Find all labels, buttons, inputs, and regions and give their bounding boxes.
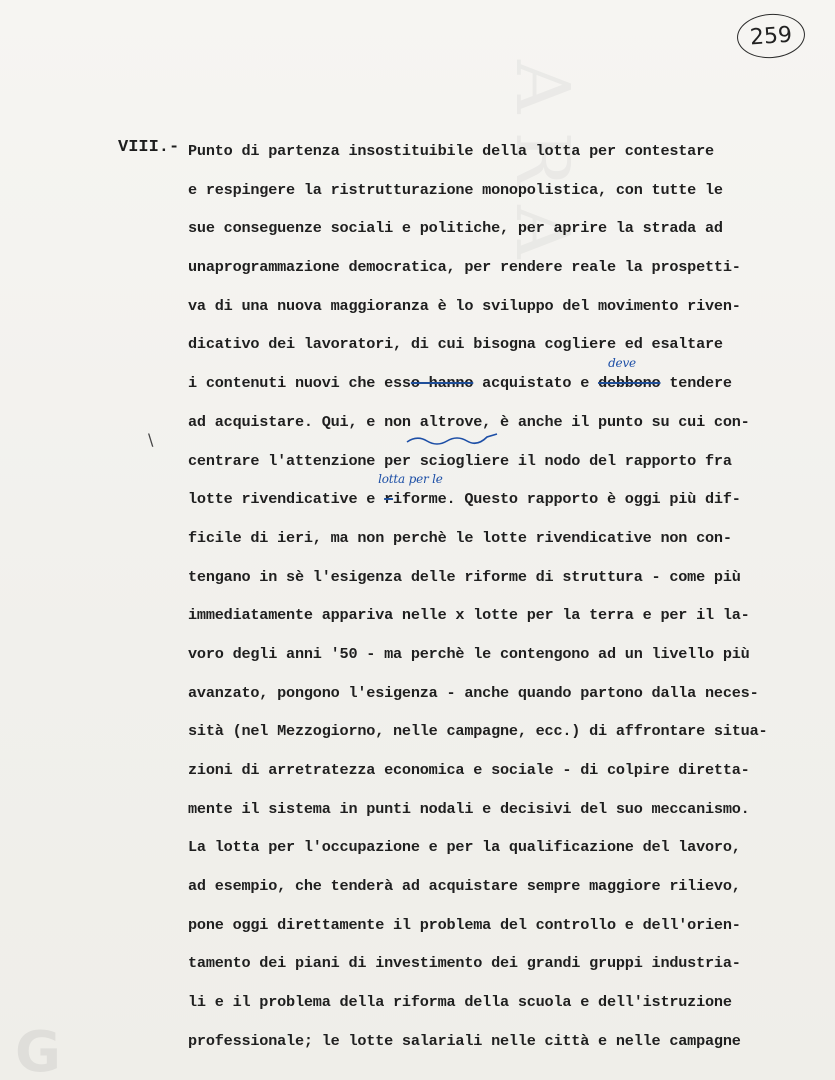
text-line: ad esempio, che tenderà ad acquistare sempre maggiore rilievo, (188, 877, 741, 896)
struck-text: o hanno (410, 374, 474, 393)
handwritten-insertion: deve (608, 356, 636, 371)
text-line: sità (nel Mezzogiorno, nelle campagne, ecc.) di affrontare situa- (188, 722, 768, 741)
text-line: zioni di arretratezza economica e sociale - di colpire diretta- (188, 761, 750, 779)
text-line: va di una nuova maggioranza è lo sviluppo del movimento riven- (188, 296, 741, 315)
text-line: sue conseguenze sociali e politiche, per aprire la strada ad (188, 219, 723, 238)
text-line: voro degli anni '50 - ma perchè le contengono ad un livello più (188, 644, 750, 663)
text-line: pone oggi direttamente il problema del controllo e dell'orien- (188, 915, 741, 934)
text-line-with-correction: lotte rivendicative e lotta per le riforme. Questo rapporto è oggi più dif- (188, 486, 818, 525)
text-line: tamento dei piani di investimento dei grandi gruppi industria- (188, 954, 741, 973)
watermark: ARA (499, 60, 585, 277)
text-line: ad acquistare. Qui, e non altrove, è anche il punto su cui con- (188, 412, 750, 431)
section-heading: VIII.- (118, 138, 180, 157)
text-line: La lotta per l'occupazione e per la qualificazione del lavoro, (188, 838, 741, 857)
text-line: li e il problema della riforma della scuola e dell'istruzione (188, 993, 732, 1012)
margin-mark: \ (148, 430, 154, 449)
text-line: professionale; le lotte salariali nelle città e nelle campagne (188, 1031, 741, 1050)
archive-stamp-icon: G (15, 1020, 61, 1080)
text-line: avanzato, pongono l'esigenza - anche quando partono dalla neces- (188, 683, 759, 702)
struck-text: r (384, 490, 394, 509)
body-text (188, 138, 818, 1067)
text-line: unaprogrammazione democratica, per rendere reale la prospetti- (188, 258, 741, 277)
handwritten-insertion: lotta per le (378, 472, 443, 487)
text-line: mente il sistema in punti nodali e decisivi del suo meccanismo. (188, 799, 750, 818)
text-line: tengano in sè l'esigenza delle riforme di struttura - come più (188, 567, 741, 586)
text-line: ficile di ieri, ma non perchè le lotte rivendicative non con- (188, 528, 732, 547)
text-line: dicativo dei lavoratori, di cui bisogna cogliere ed esaltare (188, 335, 723, 354)
struck-text: debbono (598, 374, 661, 393)
text-line: Punto di partenza insostituibile della lotta per contestare (188, 142, 714, 160)
text-line: centrare l'attenzione per sciogliere il nodo del rapporto fra (188, 451, 732, 470)
handwritten-squiggle (405, 432, 500, 446)
text-line: e respingere la ristrutturazione monopolistica, con tutte le (188, 180, 723, 199)
text-line: immediatamente appariva nelle x lotte per la terra e per il la- (188, 606, 750, 625)
page-number: 259 (736, 12, 807, 61)
text-line-with-correction: i contenuti nuovi che esso hanno acquistato e deve debbono tendere (188, 370, 818, 409)
